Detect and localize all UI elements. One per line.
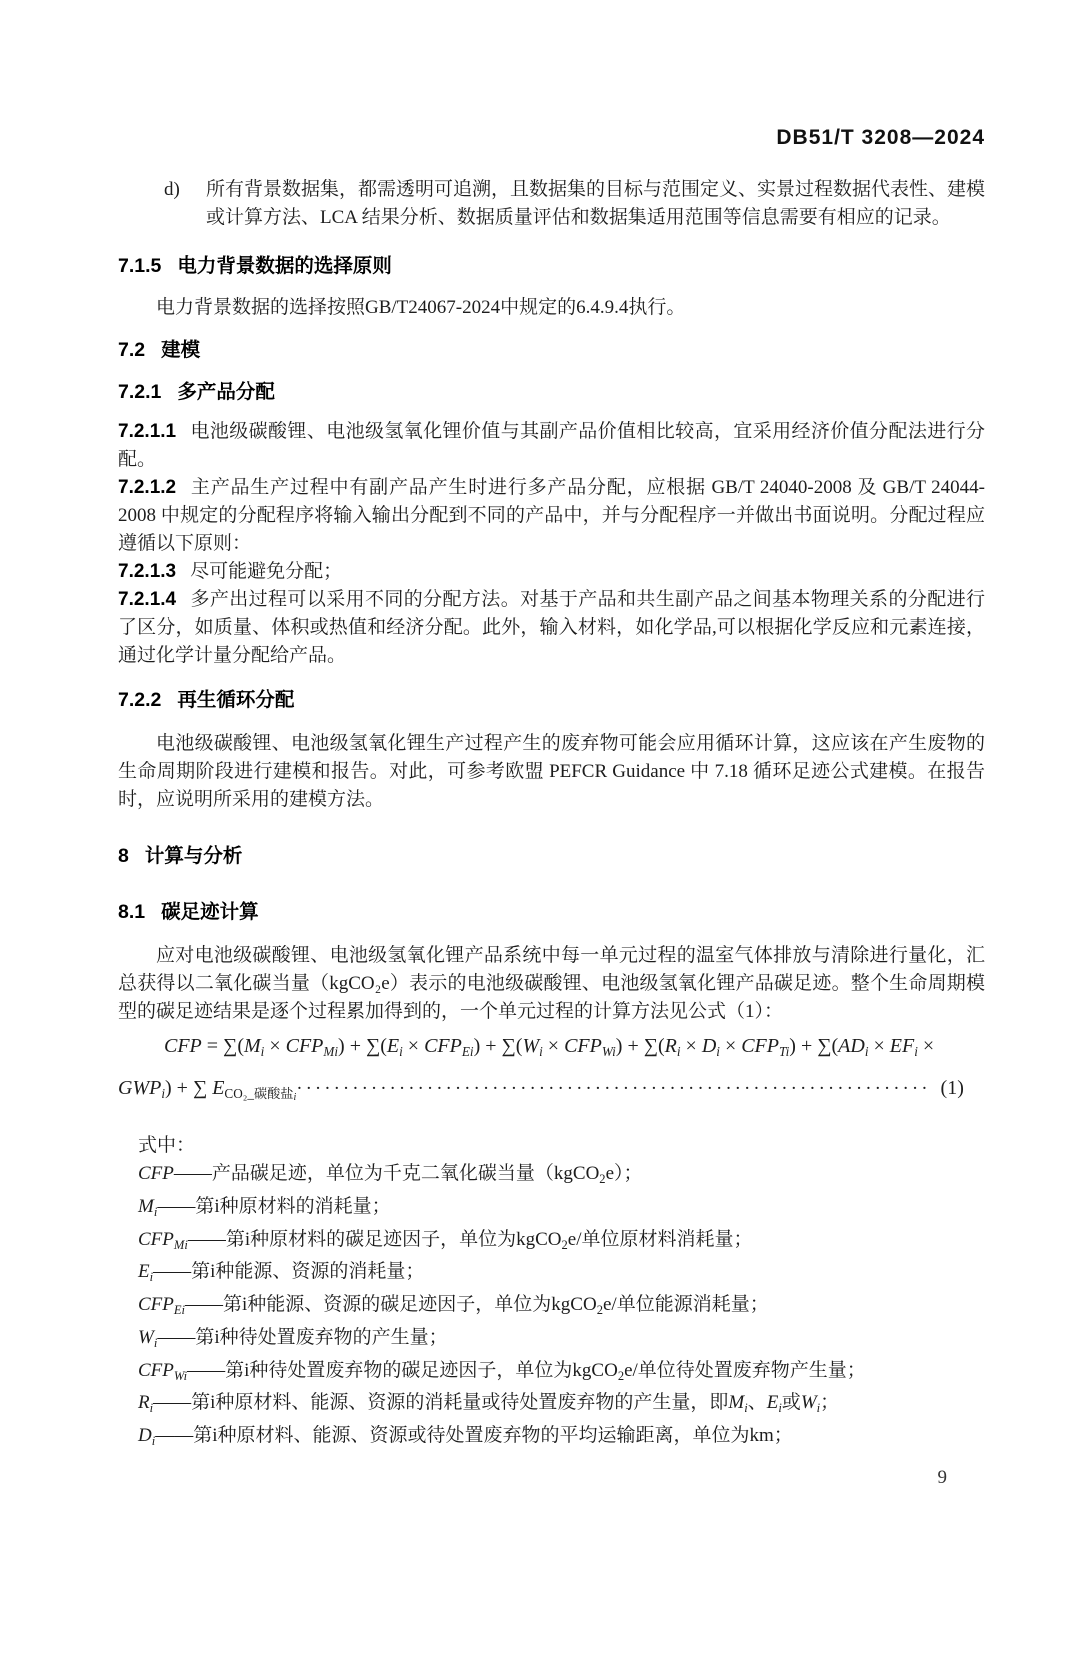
heading-7-2-1-title: 多产品分配 (177, 381, 275, 403)
paragraph-8-1-intro: 应对电池级碳酸锂、电池级氢氧化锂产品系统中每一单元过程的温室气体排放与清除进行量化，汇总获得以二氧化碳当量（kgCO₂e）表示的电池级碳酸锂、电池级氢氧化锂产品碳足迹。整个生命周期模型的碳足迹结果是逐个过程累加得到的，一个单元过程的计算方法见公式（1）： (118, 945, 985, 1022)
heading-7-1-5-title: 电力背景数据的选择原则 (177, 255, 392, 277)
document-header (118, 126, 985, 150)
heading-8-title: 计算与分析 (144, 845, 243, 867)
definition-line: Ri——第i种原材料、能源、资源的消耗量或待处置废弃物的产生量，即Mi、Ei或Wi； (138, 1392, 840, 1416)
clause-7-2-1-4-text: 多产出过程可以采用不同的分配方法。对基于产品和共生副产品之间基本物理关系的分配进行了区分，如质量、体积或热值和经济分配。此外，输入材料，如化学品,可以根据化学反应和元素连接，通过化学计量分配给产品。 (118, 589, 985, 666)
formula-1-line-2-terms: GWPi) + ∑ ECO₂_碳酸盐$_i$ (118, 1076, 297, 1104)
heading-7-2-2 (118, 686, 985, 714)
formula-1-line-1: CFP = ∑(Mi × CFPMi) + ∑(Ei × CFPEi) + ∑(Wi × CFPWi) + ∑(Ri × Di × CFPTi) + ∑(ADi × EFi × (164, 1035, 935, 1059)
equation-number: (1) (940, 1076, 964, 1099)
clause-7-2-1-1 (118, 418, 985, 474)
clause-7-2-1-1-number: 7.2.1.1 (118, 421, 177, 442)
document-page (0, 126, 1080, 1653)
definition-line: CFP——产品碳足迹，单位为千克二氧化碳当量（kgCO2e）； (138, 1163, 643, 1186)
heading-7-2 (118, 336, 985, 364)
clause-7-2-1-3-text: 尽可能避免分配； (190, 561, 343, 582)
heading-7-1-5 (118, 252, 985, 280)
heading-7-2-number: 7.2 (118, 339, 146, 361)
heading-8-1-title: 碳足迹计算 (161, 901, 259, 923)
definition-line: CFPMi——第i种原材料的碳足迹因子，单位为kgCO2e/单位原材料消耗量； (138, 1228, 753, 1252)
heading-7-1-5-number: 7.1.5 (118, 255, 162, 277)
definition-line: Ei——第i种能源、资源的消耗量； (138, 1261, 425, 1285)
heading-7-2-title: 建模 (161, 339, 201, 361)
heading-8 (118, 842, 985, 870)
page-number: 9 (937, 1466, 947, 1488)
list-item-d (118, 176, 985, 232)
clause-7-2-1-2 (118, 474, 985, 558)
heading-7-2-1 (118, 378, 985, 406)
list-item-d-text: 所有背景数据集，都需透明可追溯，且数据集的目标与范围定义、实景过程数据代表性、建模或计算方法、LCA 结果分析、数据质量评估和数据集适用范围等信息需要有相应的记录。 (206, 179, 986, 228)
clause-7-2-1-3-number: 7.2.1.3 (118, 561, 177, 582)
formula-1-line-2 (118, 1070, 985, 1116)
heading-8-1 (118, 898, 985, 926)
heading-7-2-1-number: 7.2.1 (118, 381, 162, 403)
clause-7-2-1-2-number: 7.2.1.2 (118, 477, 177, 498)
definition-line: CFPEi——第i种能源、资源的碳足迹因子，单位为kgCO2e/单位能源消耗量； (138, 1294, 769, 1317)
definition-line: Wi——第i种待处置废弃物的产生量； (138, 1326, 448, 1350)
formula-definitions (118, 1160, 985, 1455)
list-item-d-marker: d) (164, 179, 180, 200)
clause-7-2-1-4-number: 7.2.1.4 (118, 589, 177, 610)
formula-dot-leader: ···································································· (296, 1077, 931, 1099)
heading-8-number: 8 (118, 845, 129, 867)
definition-line: Di——第i种原材料、能源、资源或待处置废弃物的平均运输距离，单位为km； (138, 1425, 793, 1448)
paragraph-7-1-5: 电力背景数据的选择按照GB/T24067-2024中规定的6.4.9.4执行。 (156, 297, 686, 318)
clause-7-2-1-2-text: 主产品生产过程中有副产品产生时进行多产品分配，应根据 GB/T 24040-2008 及 GB/T 24044-2008 中规定的分配程序将输入输出分配到不同的产品中，并与分配程序一并做出书面说明。分配过程应遵循以下原则： (118, 477, 985, 554)
standard-number: DB51/T 3208—2024 (776, 126, 985, 149)
clause-7-2-1-1-text: 电池级碳酸锂、电池级氢氧化锂价值与其副产品价值相比较高，宜采用经济价值分配法进行分配。 (118, 421, 985, 470)
heading-8-1-number: 8.1 (118, 901, 146, 923)
definitions-intro: 式中： (138, 1135, 196, 1157)
clause-7-2-1-4 (118, 586, 985, 670)
paragraph-7-2-2: 电池级碳酸锂、电池级氢氧化锂生产过程产生的废弃物可能会应用循环计算，这应该在产生废物的生命周期阶段进行建模和报告。对此，可参考欧盟 PEFCR Guidance 中 7.18 循环足迹公式建模。在报告时，应说明所采用的建模方法。 (118, 733, 985, 810)
definition-line: CFPWi——第i种待处置废弃物的碳足迹因子，单位为kgCO2e/单位待处置废弃物产生量； (138, 1359, 866, 1383)
heading-7-2-2-number: 7.2.2 (118, 689, 162, 711)
definition-line: Mi——第i种原材料的消耗量； (138, 1195, 391, 1219)
clause-7-2-1-3 (118, 558, 985, 586)
heading-7-2-2-title: 再生循环分配 (177, 689, 295, 711)
